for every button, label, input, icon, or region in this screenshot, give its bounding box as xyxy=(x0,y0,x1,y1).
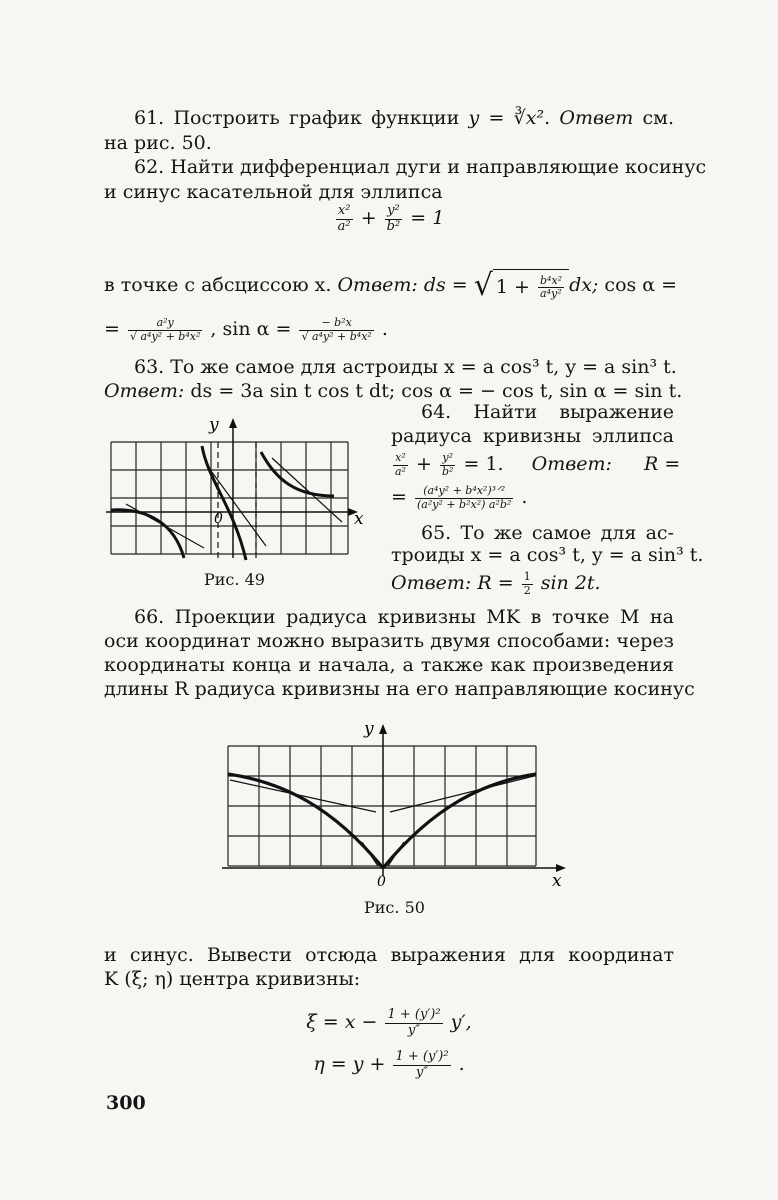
figure-50-curve-right xyxy=(383,774,536,868)
problem-64-line-3: $\frac{\text{x²}}{\text{a²}}$ + $\frac{\text{y²}}{\text{b²}}$ = 1. Ответ: R = xyxy=(395,451,681,478)
figure-49-curve-middle xyxy=(202,446,246,560)
problem-61-line-1: 61. Построить график функции y = ∛x². Ответ см. xyxy=(134,107,675,129)
figure-50-chord-right xyxy=(388,842,404,866)
problem-66-line-6: K (ξ; η) центра кривизны: xyxy=(104,968,361,990)
problem-62-line-2: и синус касательной для эллипса xyxy=(104,181,443,203)
figure-50-origin-label: 0 xyxy=(377,874,386,890)
xi-formula: ξ = x − $\frac{\text{1 + (y′)²}}{y''}$ y′, xyxy=(306,1007,472,1038)
problem-61-line-2: на рис. 50. xyxy=(104,132,212,154)
figure-49-x-label: x xyxy=(354,509,364,529)
figure-49-y-arrow xyxy=(229,418,237,428)
figure-50-chord-left xyxy=(362,842,378,866)
figure-50-caption: Рис. 50 xyxy=(364,898,425,917)
problem-66-line-3: координаты конца и начала, а также как произведения xyxy=(104,654,674,676)
problem-66-line-1: 66. Проекции радиуса кривизны MK в точке M на xyxy=(134,606,674,628)
problem-62-line-1: 62. Найти дифференциал дуги и направляющие косинус xyxy=(134,156,707,178)
figure-50-grid xyxy=(228,746,536,866)
problem-63-line-2: Ответ: ds = 3a sin t cos t dt; cos α = − cos t, sin α = sin t. xyxy=(104,380,683,402)
figure-49-grid xyxy=(111,442,348,554)
problem-62-line-3: в точке с абсциссою x. Ответ: ds = √ 1 + $\frac{\text{b⁴x²}}{\text{a⁴y²}}$ dx; cos α = xyxy=(104,268,678,304)
figure-50-y-label: y xyxy=(364,719,374,739)
problem-64-line-1: 64. Найти выражение xyxy=(421,401,674,423)
problem-66-line-4: длины R радиуса кривизны на его направляющие косинус xyxy=(104,678,695,700)
figure-49-tangent-middle xyxy=(206,464,266,546)
figure-49-curve-left xyxy=(111,510,184,558)
figure-49 xyxy=(106,410,372,580)
problem-62-line-4: = $\frac{\text{a²y}}{\text{√ a⁴y² + b⁴x²}}$ , sin α = $\frac{\text{− b²x}}{\text{√ a⁴y² + b⁴x²}}$ . xyxy=(104,316,388,343)
page-number: 300 xyxy=(106,1092,146,1114)
figure-50-tangent-left xyxy=(230,780,376,812)
problem-65-line-2: троиды x = a cos³ t, y = a sin³ t. xyxy=(391,544,704,566)
figure-50-y-arrow xyxy=(379,724,387,734)
ellipse-equation: $\frac{\text{x²}}{\text{a²}}$ + $\frac{\text{y²}}{\text{b²}}$ = 1 xyxy=(337,203,445,234)
figure-49-caption: Рис. 49 xyxy=(204,570,265,589)
figure-50-curve-left xyxy=(228,774,383,868)
figure-50 xyxy=(222,716,574,900)
figure-49-origin-label: 0 xyxy=(214,511,223,527)
problem-64-line-4: = $\frac{\text{(a⁴y² + b⁴x²)³ᐟ²}}{\text{(a²y² + b²x²) a²b²}}$ . xyxy=(391,484,528,511)
problem-66-line-5: и синус. Вывести отсюда выражения для координат xyxy=(104,944,674,966)
problem-65-line-3: Ответ: R = $\frac{1}{2}$ sin 2t. xyxy=(391,570,601,597)
problem-65-line-1: 65. То же самое для ас- xyxy=(421,522,674,544)
problem-64-line-2: радиуса кривизны эллипса xyxy=(391,425,674,447)
problem-66-line-2: оси координат можно выразить двумя способами: через xyxy=(104,630,674,652)
figure-49-y-label: y xyxy=(209,415,219,435)
eta-formula: η = y + $\frac{\text{1 + (y′)²}}{y''}$ . xyxy=(313,1049,465,1080)
figure-50-x-label: x xyxy=(552,871,562,891)
problem-63-line-1: 63. То же самое для астроиды x = a cos³ t, y = a sin³ t. xyxy=(134,356,677,378)
